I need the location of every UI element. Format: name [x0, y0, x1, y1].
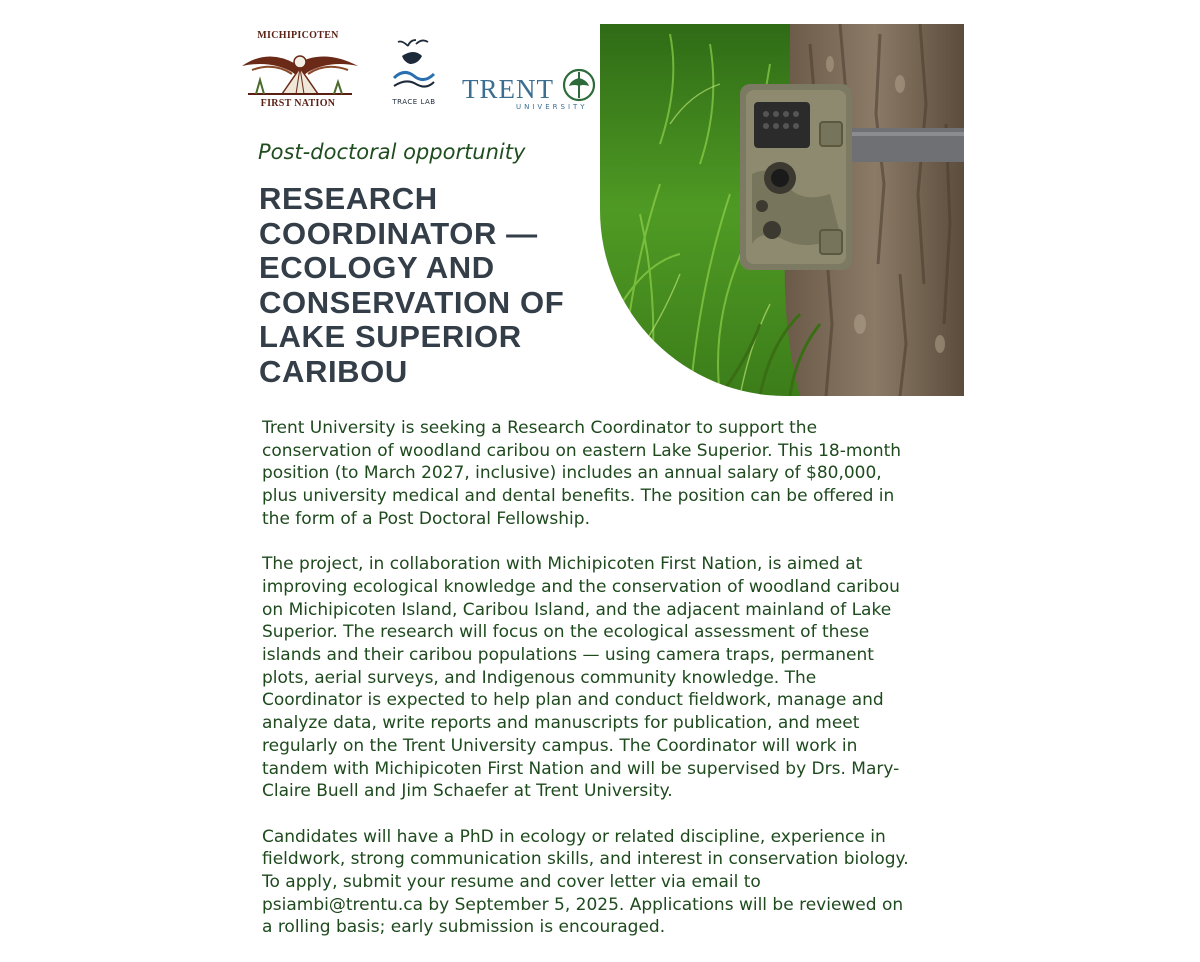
headline-line: COORDINATOR —: [259, 215, 538, 251]
text-line: The project, in collaboration with Michipicoten First Nation, is aimed at: [262, 554, 863, 575]
text-line: analyze data, write reports and manuscripts for publication, and meet: [262, 713, 860, 734]
eagle-emblem-icon: [238, 42, 362, 100]
job-description: [262, 417, 952, 962]
text-line: Claire Buell and Jim Schaefer at Trent University.: [262, 781, 673, 802]
headline-line: ECOLOGY AND: [259, 250, 495, 285]
text-line: Superior. The research will focus on the ecological assessment of these: [262, 622, 870, 643]
paragraph-project-description: [262, 553, 952, 803]
text-line: Candidates will have a PhD in ecology or related discipline, experience in: [262, 826, 886, 847]
text-line: islands and their caribou populations — using camera traps, permanent: [262, 645, 874, 666]
text-line: position (to March 2027, inclusive) includes an annual salary of $80,000,: [262, 463, 882, 484]
mfn-logo-top-text: MICHIPICOTEN: [257, 30, 339, 41]
headline-line: RESEARCH: [259, 181, 438, 216]
text-line: the form of a Post Doctoral Fellowship.: [262, 508, 590, 529]
camera-trap-photo: [600, 24, 964, 396]
text-line: conservation of woodland caribou on eastern Lake Superior. This 18-month: [262, 440, 902, 461]
text-line: Coordinator is expected to help plan and conduct fieldwork, manage and: [262, 690, 884, 711]
trace-lab-logo-text: TRACE LAB: [392, 98, 436, 106]
trent-logo-name: TRENT: [462, 74, 554, 104]
headline-line: LAKE SUPERIOR: [259, 319, 522, 354]
headline-line: CARIBOU: [259, 353, 408, 389]
post-doctoral-subtitle: Post-doctoral opportunity: [258, 140, 526, 164]
trent-university-logo: [462, 68, 602, 118]
text-line: psiambi@trentu.ca by September 5, 2025. Applications will be reviewed on: [262, 894, 904, 915]
headline-line: CONSERVATION OF: [259, 284, 565, 320]
text-line: plus university medical and dental benefits. The position can be offered in: [262, 486, 895, 507]
trent-emblem-icon: [562, 68, 596, 102]
paragraph-position-overview: [262, 417, 952, 531]
text-line: fieldwork, strong communication skills, and interest in conservation biology.: [262, 849, 909, 870]
mfn-logo-bottom-text: FIRST NATION: [260, 98, 336, 109]
text-line: tandem with Michipicoten First Nation and will be supervised by Drs. Mary-: [262, 758, 900, 779]
trent-logo-subtext: UNIVERSITY: [516, 103, 588, 111]
text-line: a rolling basis; early submission is encouraged.: [262, 917, 666, 938]
paragraph-application-info: [262, 826, 952, 940]
job-title-headline: [259, 182, 619, 389]
text-line: on Michipicoten Island, Caribou Island, and the adjacent mainland of Lake: [262, 599, 892, 620]
text-line: plots, aerial surveys, and Indigenous community knowledge. The: [262, 667, 817, 688]
michipicoten-first-nation-logo: [236, 30, 366, 112]
text-line: regularly on the Trent University campus. The Coordinator will work in: [262, 735, 858, 756]
caribou-wave-icon: [388, 38, 440, 96]
text-line: Trent University is seeking a Research Coordinator to support the: [262, 418, 818, 438]
trace-lab-logo: [384, 38, 444, 110]
text-line: To apply, submit your resume and cover letter via email to: [262, 872, 761, 893]
text-line: improving ecological knowledge and the conservation of woodland caribou: [262, 576, 900, 597]
